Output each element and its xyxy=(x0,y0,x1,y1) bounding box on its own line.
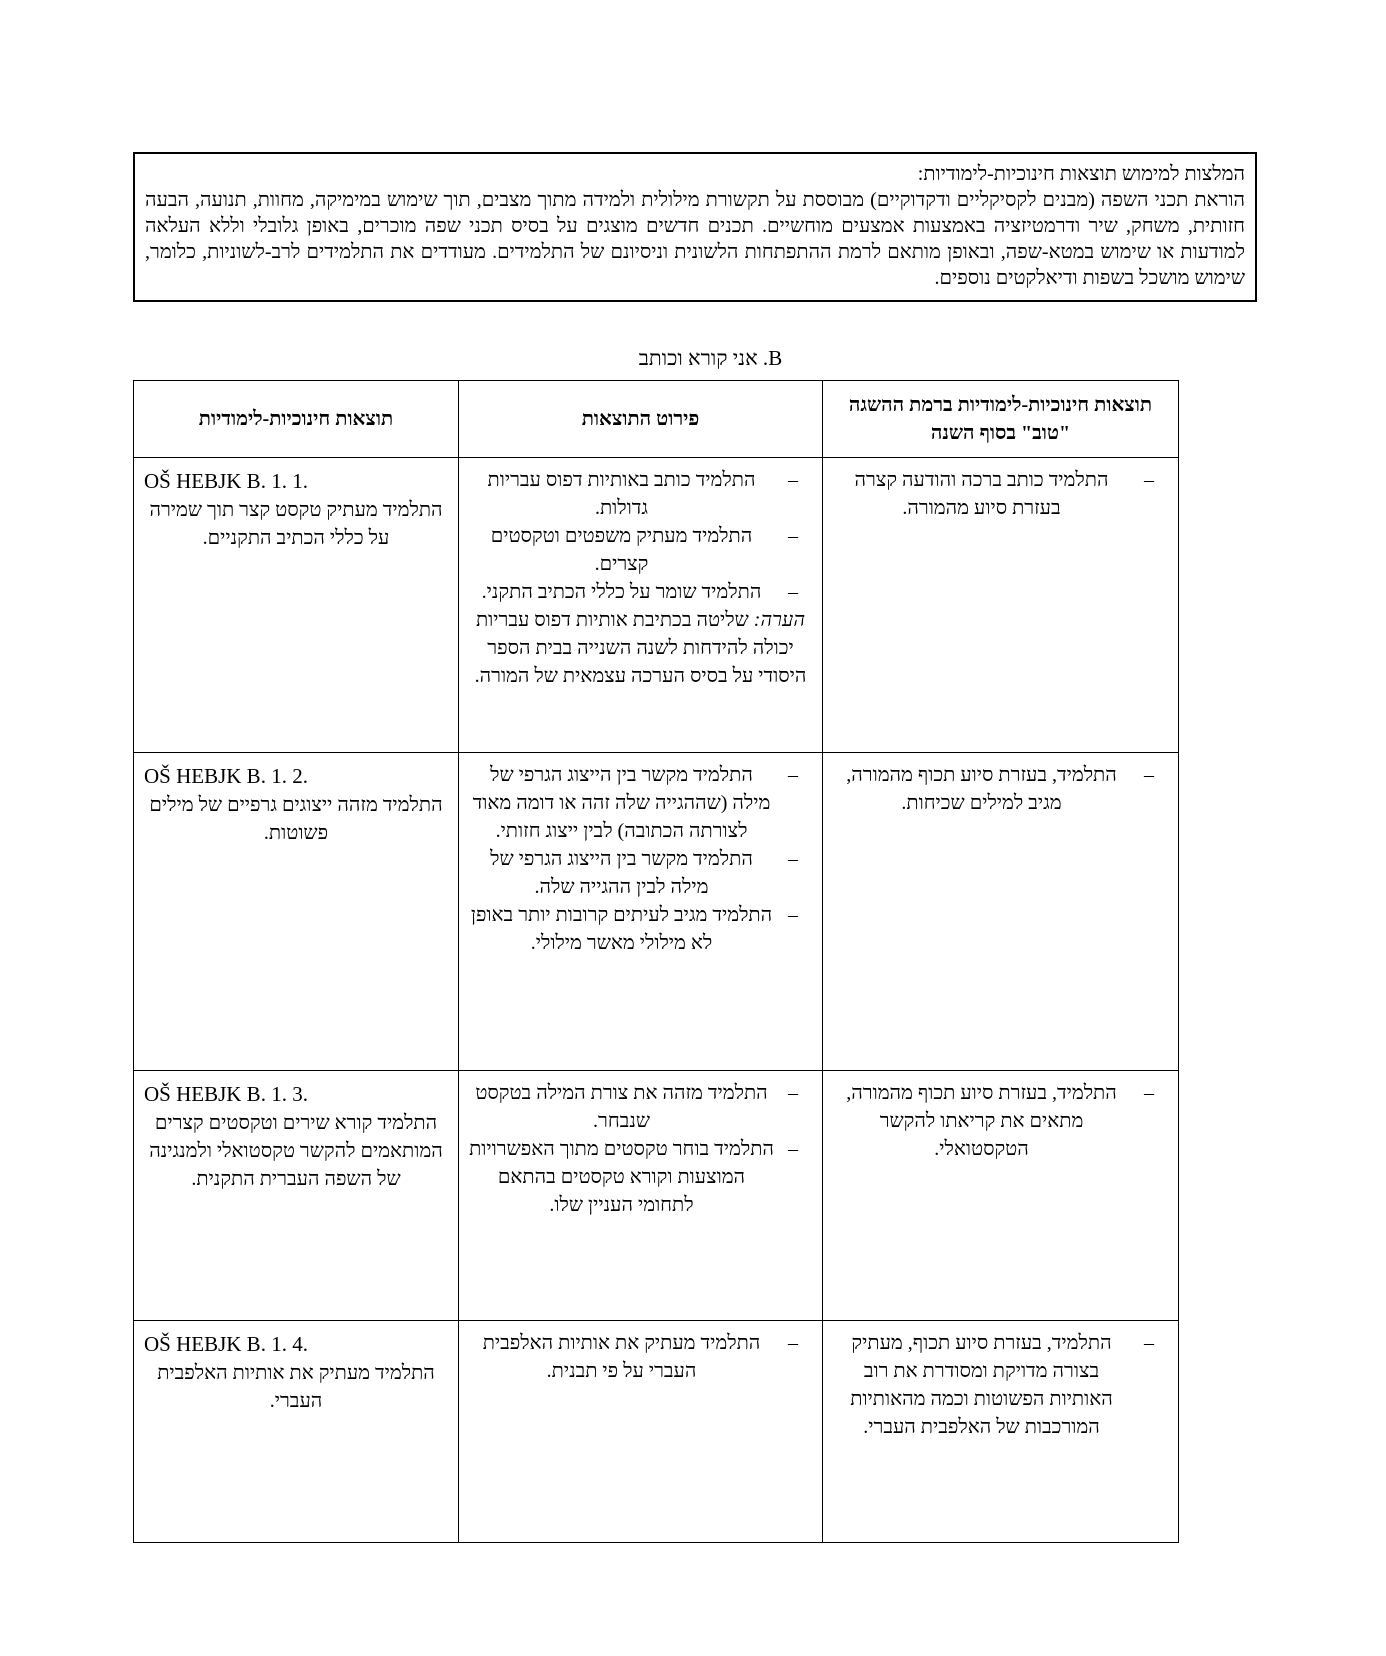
detail-text: התלמיד מעתיק את אותיות האלפבית העברי על פי תבנית. xyxy=(482,1332,761,1382)
outcomes-cell xyxy=(134,1071,459,1321)
achievement-text: התלמיד, בעזרת סיוע תכוף, מעתיק בצורה מדויקת ומסודרת את רוב האותיות הפשוטות וכמה מהאותיות המורכבות של האלפבית העברי. xyxy=(850,1332,1113,1438)
achievement-cell xyxy=(823,1321,1179,1543)
bullet-item xyxy=(469,845,812,901)
bullet-item xyxy=(833,1329,1168,1441)
detail-text: התלמיד מקשר בין הייצוג הגרפי של מילה לבין ההגייה שלה. xyxy=(490,848,753,898)
detail-text: התלמיד כותב באותיות דפוס עבריות גדולות. xyxy=(487,469,756,519)
outcome-description: התלמיד מעתיק טקסט קצר תוך שמירה על כללי הכתיב התקניים. xyxy=(149,499,443,549)
dash-bullet: – xyxy=(788,1138,798,1160)
achievement-cell xyxy=(823,753,1179,1071)
recommendations-heading: המלצות למימוש תוצאות חינוכיות-לימודיות: xyxy=(917,163,1245,185)
achievement-cell xyxy=(823,458,1179,753)
details-cell xyxy=(459,1071,823,1321)
dash-bullet: – xyxy=(788,1332,798,1354)
achievement-text: התלמיד, בעזרת סיוע תכוף מהמורה, מתאים את קריאתו להקשר הטקסטואלי. xyxy=(846,1082,1117,1160)
detail-text: התלמיד מגיב לעיתים קרובות יותר באופן לא מילולי מאשר מילולי. xyxy=(470,904,773,954)
table-row xyxy=(134,1321,1179,1543)
recommendations-body: הוראת תכני השפה (מבנים לקסיקליים ודקדוקיים) מבוססת על תקשורת מילולית ולמידה מתוך מצבים, תוך שימוש במימיקה, מחוות, תנועה, הבעה חזותית, משחק, שיר ודרמטיזציה באמצעות אמצעים מוחשיים. תכנים חדשים מוצגים על בסיס תכני שפה מוכרים, באופן גלובלי וללא העלאה למודעות או שימוש במטא-שפה, ובאופן מותאם לרמת ההתפתחות הלשונית וניסיונם של התלמידים. מעודדים את התלמידים לרב-לשוניות, כלומר, שימוש מושכל בשפות ודיאלקטים נוספים. xyxy=(145,189,1245,289)
standard-code: OŠ HEBJK B. 1. 3. xyxy=(144,1082,308,1106)
table-row xyxy=(134,1071,1179,1321)
bullet-item xyxy=(833,1079,1168,1163)
detail-text: התלמיד מעתיק משפטים וטקסטים קצרים. xyxy=(490,525,753,575)
header-details: פירוט התוצאות xyxy=(459,381,823,458)
detail-text: התלמיד בוחר טקסטים מתוך האפשרויות המוצעות וקורא טקסטים בהתאם לתחומי העניין שלו. xyxy=(469,1138,774,1216)
details-cell xyxy=(459,458,823,753)
dash-bullet: – xyxy=(1144,764,1154,786)
achievement-cell xyxy=(823,1071,1179,1321)
note-text: שליטה בכתיבת אותיות דפוס עבריות יכולה להידחות לשנה השנייה בבית הספר היסודי על בסיס הערכה עצמאית של המורה. xyxy=(474,609,807,687)
table-row xyxy=(134,753,1179,1071)
outcomes-cell xyxy=(134,458,459,753)
note-label: הערה: xyxy=(753,609,806,631)
bullet-item xyxy=(833,761,1168,817)
header-achievement: תוצאות חינוכיות-לימודיות ברמת ההשגה "טוב" בסוף השנה xyxy=(823,381,1179,458)
dash-bullet: – xyxy=(788,525,798,547)
details-cell xyxy=(459,1321,823,1543)
bullet-item xyxy=(833,466,1168,522)
standard-code: OŠ HEBJK B. 1. 1. xyxy=(144,469,308,493)
dash-bullet: – xyxy=(788,764,798,786)
bullet-item xyxy=(469,522,812,578)
detail-text: התלמיד מקשר בין הייצוג הגרפי של מילה (שההגייה שלה זהה או דומה מאוד לצורתה הכתובה) לבין ייצוג חזותי. xyxy=(472,764,771,842)
table-row xyxy=(134,458,1179,753)
bullet-item xyxy=(469,1079,812,1135)
table-header-row xyxy=(134,381,1179,458)
details-cell xyxy=(459,753,823,1071)
dash-bullet: – xyxy=(788,581,798,603)
standard-code: OŠ HEBJK B. 1. 2. xyxy=(144,764,308,788)
detail-text: התלמיד מזהה את צורת המילה בטקסט שנבחר. xyxy=(475,1082,768,1132)
dash-bullet: – xyxy=(788,904,798,926)
bullet-item xyxy=(469,1135,812,1219)
outcome-description: התלמיד מזהה ייצוגים גרפיים של מילים פשוטות. xyxy=(149,794,443,844)
detail-text: התלמיד שומר על כללי הכתיב התקני. xyxy=(481,581,762,603)
teacher-note xyxy=(469,606,812,690)
achievement-text: התלמיד כותב ברכה והודעה קצרה בעזרת סיוע מהמורה. xyxy=(854,469,1109,519)
bullet-item xyxy=(469,901,812,957)
dash-bullet: – xyxy=(1144,469,1154,491)
bullet-item xyxy=(469,1329,812,1385)
dash-bullet: – xyxy=(788,1082,798,1104)
standard-code: OŠ HEBJK B. 1. 4. xyxy=(144,1332,308,1356)
outcomes-cell xyxy=(134,1321,459,1543)
standards-table xyxy=(133,380,1179,1543)
recommendations-box xyxy=(133,152,1257,302)
bullet-item xyxy=(469,466,812,522)
outcomes-cell xyxy=(134,753,459,1071)
dash-bullet: – xyxy=(788,848,798,870)
dash-bullet: – xyxy=(788,469,798,491)
header-outcomes: תוצאות חינוכיות-לימודיות xyxy=(134,381,459,458)
achievement-text: התלמיד, בעזרת סיוע תכוף מהמורה, מגיב למילים שכיחות. xyxy=(846,764,1117,814)
section-title: B. אני קורא וכותב xyxy=(638,346,783,370)
dash-bullet: – xyxy=(1144,1332,1154,1354)
outcome-description: התלמיד קורא שירים וטקסטים קצרים המותאמים להקשר טקסטואלי ולמנגינה של השפה העברית התקנית. xyxy=(149,1112,443,1190)
bullet-item xyxy=(469,761,812,845)
outcome-description: התלמיד מעתיק את אותיות האלפבית העברי. xyxy=(157,1362,435,1412)
bullet-item xyxy=(469,578,812,606)
dash-bullet: – xyxy=(1144,1082,1154,1104)
